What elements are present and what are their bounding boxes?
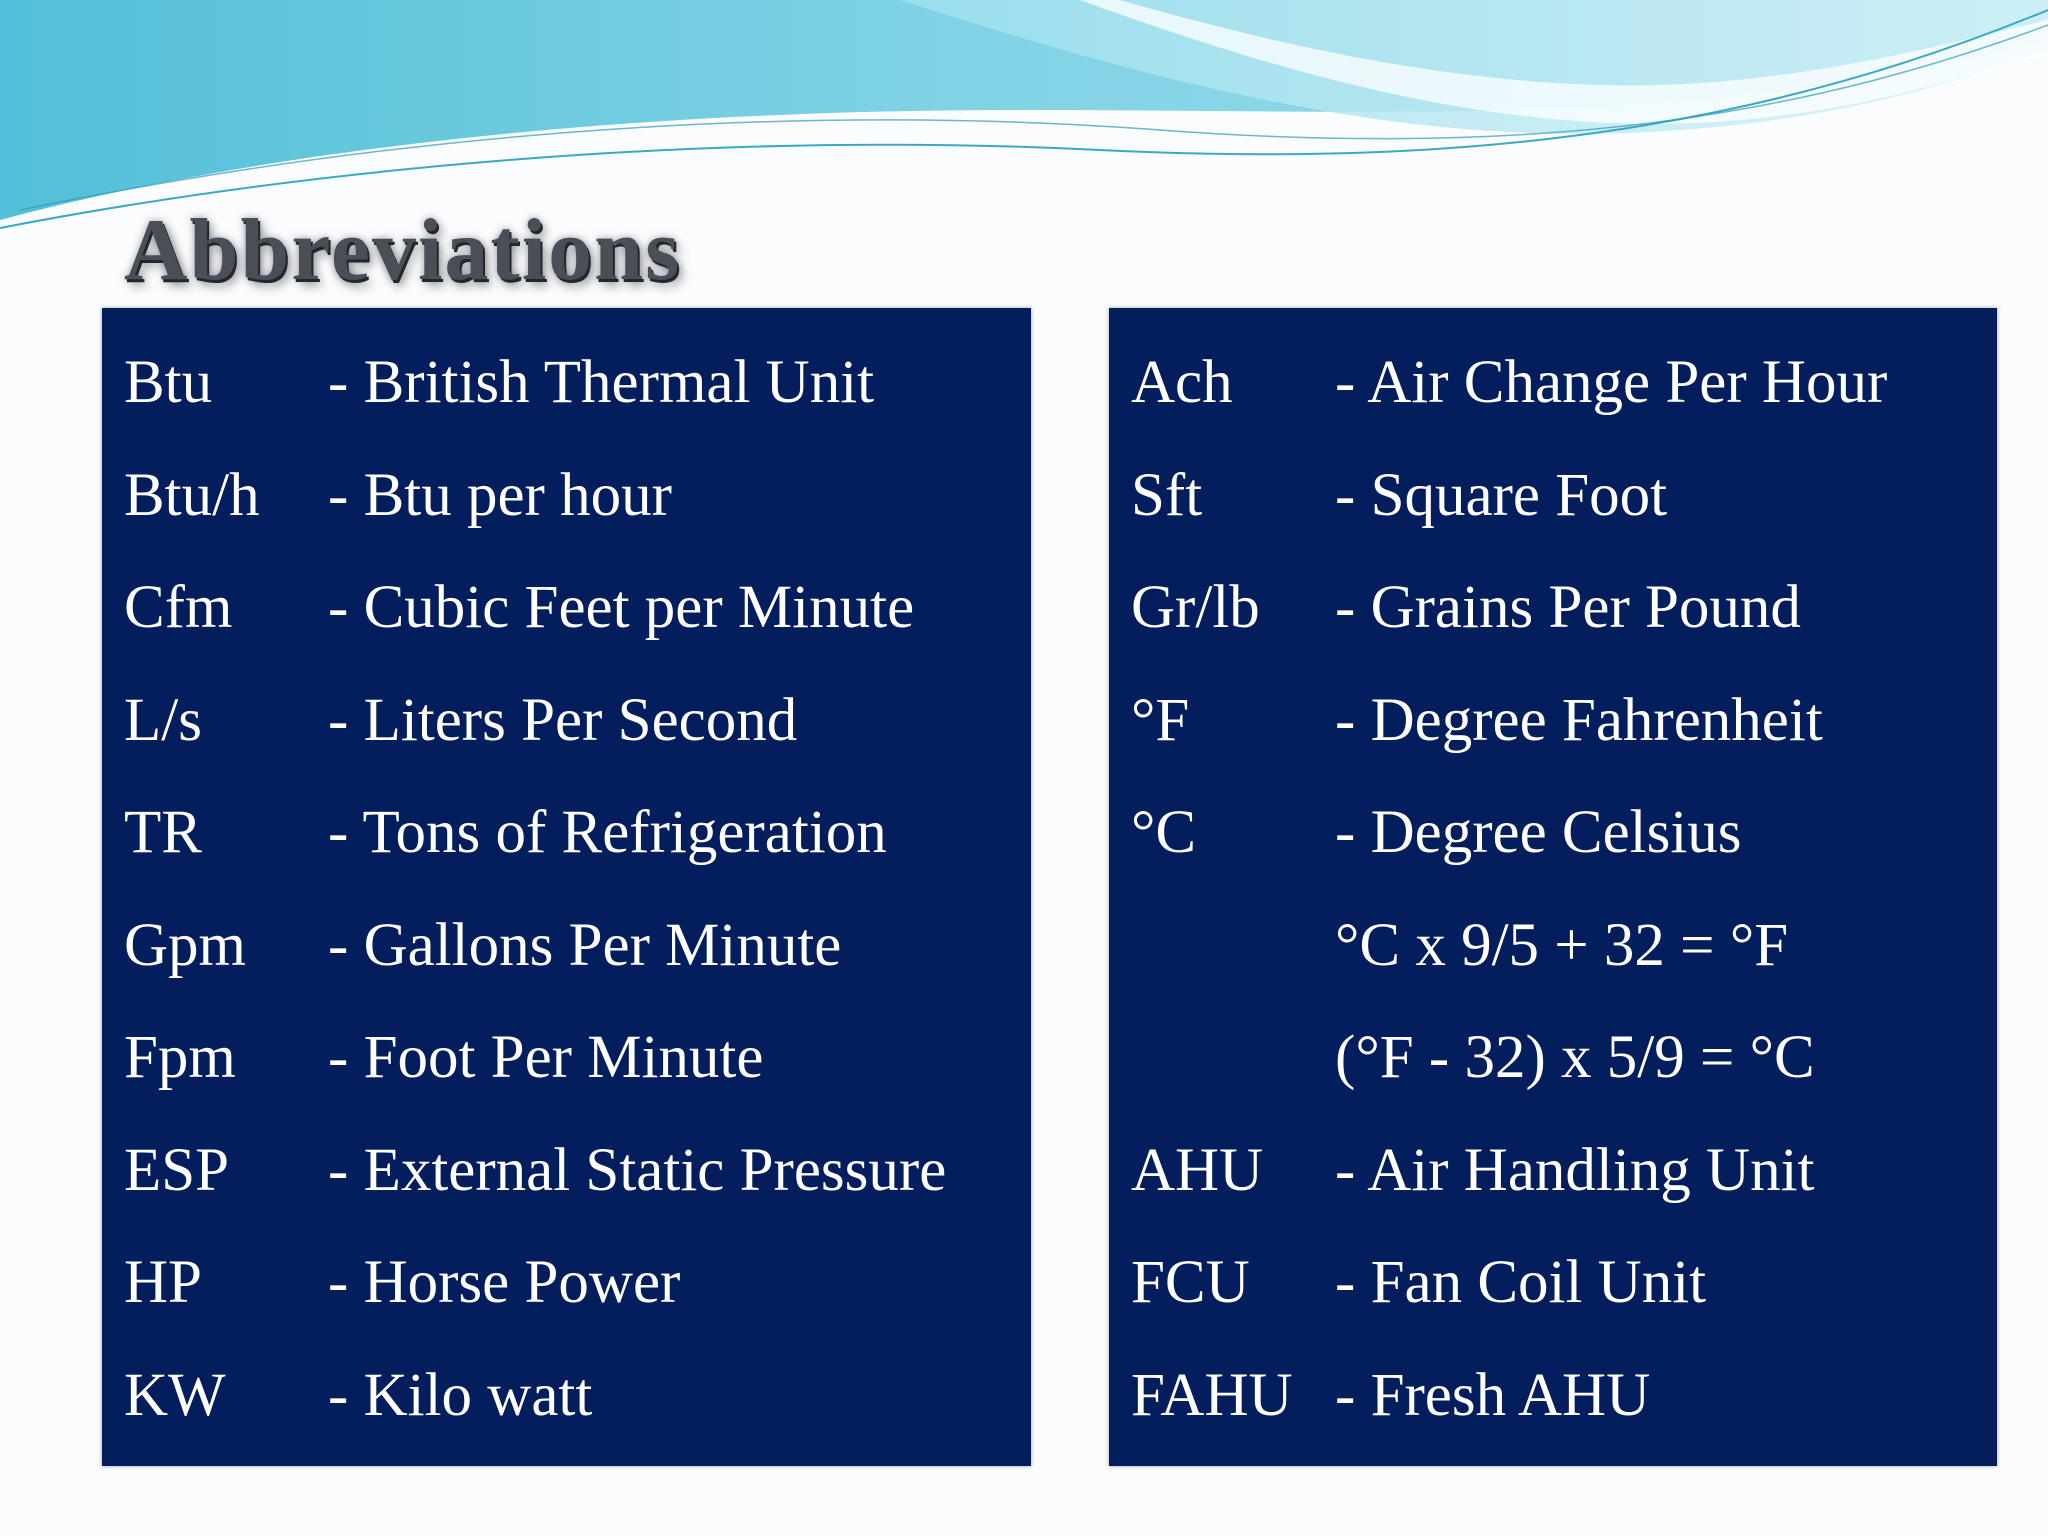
page-title: Abbreviations [124, 202, 682, 299]
abbreviation-row [1131, 552, 1997, 665]
abbreviation-term: L/s [124, 686, 202, 754]
abbreviation-row [1131, 777, 1997, 890]
abbreviation-term: AHU [1131, 1136, 1264, 1204]
abbreviation-row [124, 777, 1031, 890]
abbreviation-term: FAHU [1131, 1361, 1293, 1429]
abbreviation-definition: - Horse Power [328, 1249, 681, 1316]
abbreviation-definition: - Tons of Refrigeration [328, 799, 887, 866]
abbreviation-term: Btu/h [124, 461, 260, 529]
abbreviation-term: Fpm [124, 1024, 236, 1091]
abbreviations-panel-left [102, 308, 1031, 1466]
abbreviation-row [1131, 665, 1997, 778]
abbreviation-definition: - Square Foot [1335, 461, 1668, 529]
abbreviation-row [1131, 1340, 1997, 1453]
abbreviation-definition: - Air Handling Unit [1335, 1136, 1815, 1204]
abbreviation-list-right [1131, 327, 1997, 1452]
abbreviation-term: Gpm [124, 911, 246, 979]
abbreviation-definition: - Fresh AHU [1335, 1361, 1651, 1429]
abbreviation-row [1131, 1115, 1997, 1228]
abbreviation-definition: °C x 9/5 + 32 = °F [1335, 911, 1789, 979]
abbreviation-row [124, 1340, 1031, 1453]
abbreviation-term: °C [1131, 799, 1197, 866]
abbreviation-row [1131, 440, 1997, 553]
abbreviation-definition: - Cubic Feet per Minute [328, 574, 915, 641]
abbreviation-definition: - Liters Per Second [328, 686, 798, 754]
abbreviation-definition: - Fan Coil Unit [1335, 1249, 1707, 1316]
abbreviation-term: ESP [124, 1136, 230, 1204]
abbreviation-term: °F [1131, 686, 1190, 754]
abbreviation-term: Sft [1131, 461, 1203, 529]
abbreviation-row [124, 440, 1031, 553]
abbreviation-row [124, 1227, 1031, 1340]
abbreviation-row [1131, 1002, 1997, 1115]
abbreviation-row [124, 890, 1031, 1003]
abbreviation-term: FCU [1131, 1249, 1250, 1316]
abbreviation-definition: - Btu per hour [328, 461, 672, 529]
abbreviation-row [1131, 327, 1997, 440]
abbreviation-term: Gr/lb [1131, 574, 1260, 641]
abbreviation-term: Ach [1131, 349, 1233, 416]
abbreviation-list-left [124, 327, 1031, 1452]
abbreviation-definition: - British Thermal Unit [328, 349, 875, 416]
abbreviation-row [124, 1115, 1031, 1228]
abbreviation-term: Btu [124, 349, 213, 416]
abbreviation-definition: - Kilo watt [328, 1361, 593, 1429]
abbreviations-panel-right [1109, 308, 1997, 1466]
abbreviation-definition: - Degree Celsius [1335, 799, 1742, 866]
abbreviation-definition: (°F - 32) x 5/9 = °C [1335, 1024, 1815, 1091]
abbreviation-definition: - External Static Pressure [328, 1136, 947, 1204]
abbreviation-row [1131, 890, 1997, 1003]
abbreviation-term: TR [124, 799, 202, 866]
abbreviation-row [1131, 1227, 1997, 1340]
abbreviation-definition: - Degree Fahrenheit [1335, 686, 1823, 754]
abbreviation-definition: - Grains Per Pound [1335, 574, 1801, 641]
abbreviation-row [124, 665, 1031, 778]
abbreviation-row [124, 1002, 1031, 1115]
abbreviation-definition: - Gallons Per Minute [328, 911, 842, 979]
abbreviation-term: Cfm [124, 574, 233, 641]
abbreviation-term: HP [124, 1249, 202, 1316]
abbreviation-definition: - Air Change Per Hour [1335, 349, 1888, 416]
abbreviation-row [124, 327, 1031, 440]
abbreviation-definition: - Foot Per Minute [328, 1024, 764, 1091]
abbreviation-term: KW [124, 1361, 226, 1429]
abbreviation-row [124, 552, 1031, 665]
